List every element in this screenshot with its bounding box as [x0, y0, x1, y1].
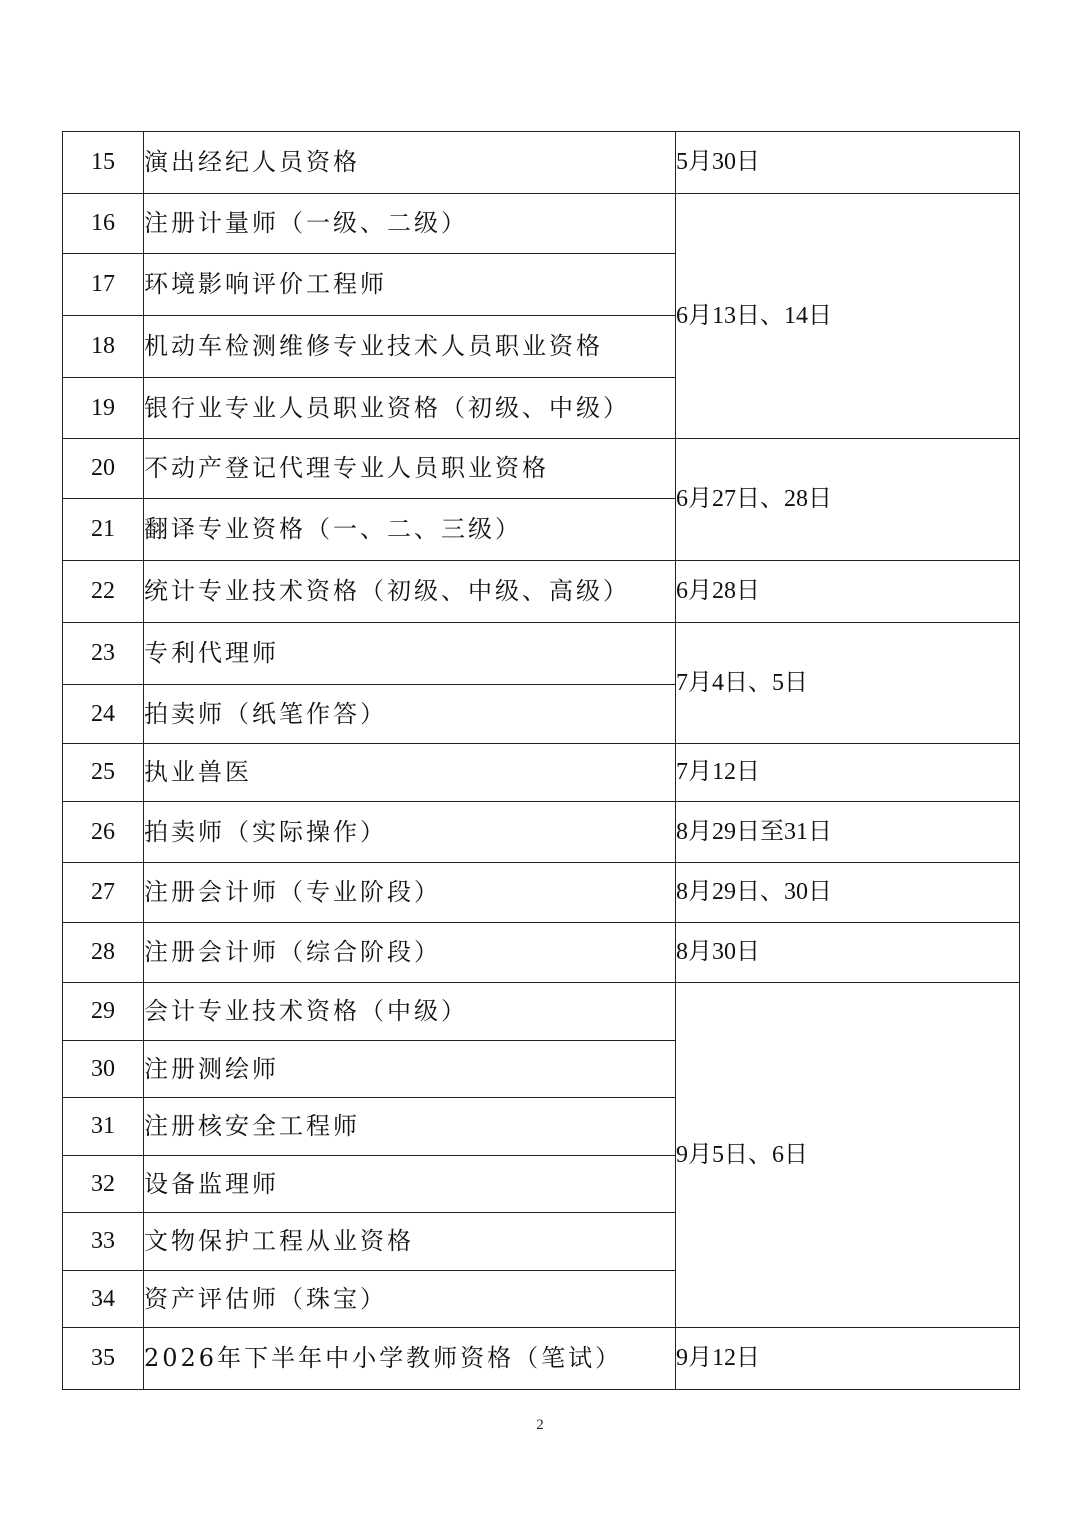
schedule-table-body — [63, 132, 1020, 1390]
exam-name: 文物保护工程从业资格 — [144, 1213, 676, 1271]
row-number: 27 — [63, 863, 144, 923]
exam-date: 8月29日至31日 — [676, 802, 1020, 863]
exam-schedule-table — [62, 131, 1020, 1390]
row-number: 16 — [63, 194, 144, 254]
exam-name: 拍卖师（纸笔作答） — [144, 685, 676, 744]
table-row — [63, 1328, 1020, 1390]
row-number: 29 — [63, 983, 144, 1041]
row-number: 26 — [63, 802, 144, 863]
exam-date: 8月30日 — [676, 923, 1020, 983]
table-row — [63, 923, 1020, 983]
exam-name: 注册会计师（综合阶段） — [144, 923, 676, 983]
exam-date: 6月28日 — [676, 561, 1020, 623]
row-number: 25 — [63, 744, 144, 802]
row-number: 17 — [63, 254, 144, 316]
exam-date: 7月4日、5日 — [676, 623, 1020, 744]
exam-name: 银行业专业人员职业资格（初级、中级） — [144, 378, 676, 439]
exam-name: 翻译专业资格（一、二、三级） — [144, 499, 676, 561]
exam-name: 统计专业技术资格（初级、中级、高级） — [144, 561, 676, 623]
row-number: 19 — [63, 378, 144, 439]
row-number: 28 — [63, 923, 144, 983]
exam-name: 不动产登记代理专业人员职业资格 — [144, 439, 676, 499]
exam-name: 会计专业技术资格（中级） — [144, 983, 676, 1041]
row-number: 33 — [63, 1213, 144, 1271]
row-number: 35 — [63, 1328, 144, 1390]
table-row — [63, 132, 1020, 194]
exam-name: 资产评估师（珠宝） — [144, 1271, 676, 1328]
exam-date: 9月5日、6日 — [676, 983, 1020, 1328]
exam-name: 2026年下半年中小学教师资格（笔试） — [144, 1328, 676, 1390]
exam-name: 专利代理师 — [144, 623, 676, 685]
exam-name: 注册会计师（专业阶段） — [144, 863, 676, 923]
row-number: 20 — [63, 439, 144, 499]
exam-name: 拍卖师（实际操作） — [144, 802, 676, 863]
exam-name: 演出经纪人员资格 — [144, 132, 676, 194]
row-number: 31 — [63, 1098, 144, 1156]
table-row — [63, 623, 1020, 685]
row-number: 34 — [63, 1271, 144, 1328]
row-number: 30 — [63, 1041, 144, 1098]
row-number: 22 — [63, 561, 144, 623]
table-row — [63, 194, 1020, 254]
exam-name: 注册测绘师 — [144, 1041, 676, 1098]
row-number: 24 — [63, 685, 144, 744]
table-row — [63, 863, 1020, 923]
exam-date: 5月30日 — [676, 132, 1020, 194]
table-row — [63, 802, 1020, 863]
row-number: 15 — [63, 132, 144, 194]
exam-date: 8月29日、30日 — [676, 863, 1020, 923]
exam-name: 注册核安全工程师 — [144, 1098, 676, 1156]
table-row — [63, 439, 1020, 499]
table-row — [63, 561, 1020, 623]
exam-name: 注册计量师（一级、二级） — [144, 194, 676, 254]
exam-name: 执业兽医 — [144, 744, 676, 802]
exam-date: 9月12日 — [676, 1328, 1020, 1390]
exam-date: 6月13日、14日 — [676, 194, 1020, 439]
exam-date: 7月12日 — [676, 744, 1020, 802]
table-row — [63, 744, 1020, 802]
exam-name: 机动车检测维修专业技术人员职业资格 — [144, 316, 676, 378]
row-number: 32 — [63, 1156, 144, 1213]
row-number: 21 — [63, 499, 144, 561]
row-number: 23 — [63, 623, 144, 685]
row-number: 18 — [63, 316, 144, 378]
exam-date: 6月27日、28日 — [676, 439, 1020, 561]
exam-name: 环境影响评价工程师 — [144, 254, 676, 316]
table-row — [63, 983, 1020, 1041]
page-number: 2 — [536, 1417, 544, 1433]
exam-name: 设备监理师 — [144, 1156, 676, 1213]
